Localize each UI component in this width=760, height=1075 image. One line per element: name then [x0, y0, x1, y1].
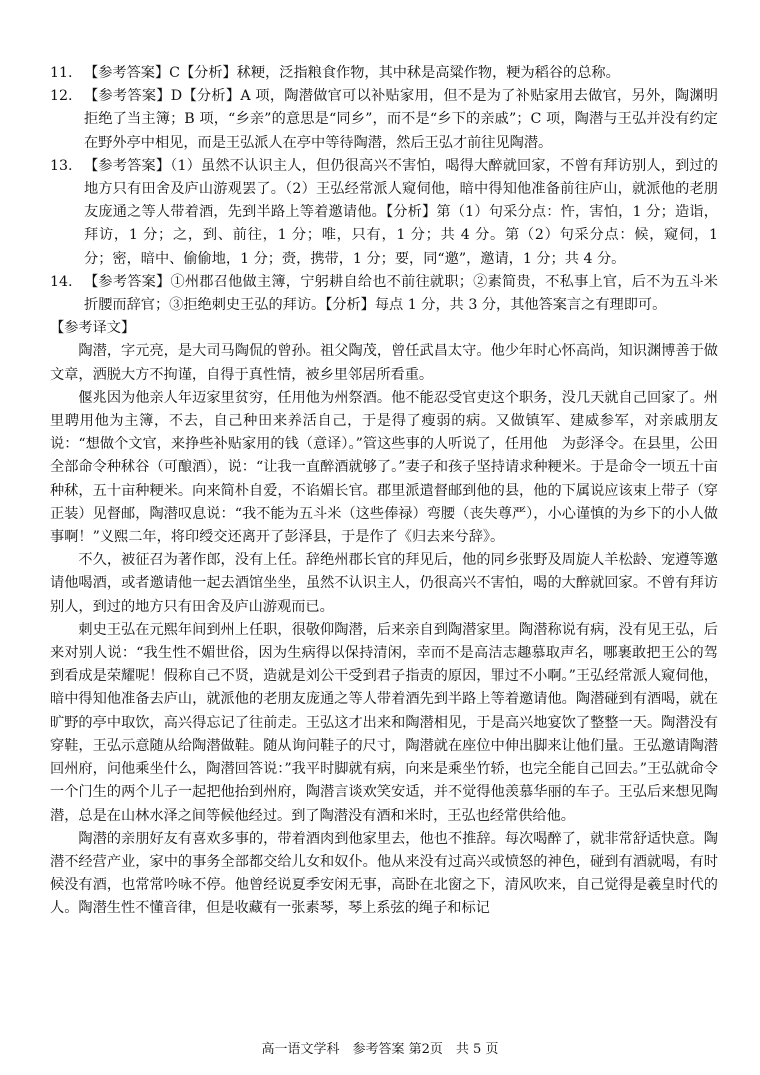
answer-item-12 [50, 85, 718, 155]
item-number: 13. [50, 157, 73, 174]
page-footer: 高一语文学科 参考答案 第2页 共 5 页 [261, 1042, 499, 1057]
section-title: 【参考译文】 [50, 320, 136, 337]
translation-paragraph: 陶潜，字元亮，是大司马陶侃的曾孙。祖父陶茂，曾任武昌太守。他少年时心怀高尚，知识渊博善于做文章，洒脱大方不拘谨，自得于真性情，被乡里邻居所看重。 [50, 343, 718, 383]
answer-item-14 [50, 271, 718, 317]
item-number: 14. [50, 273, 73, 290]
item-text: 【参考答案】C【分析】秫粳，泛指粮食作物，其中秫是高粱作物，粳为稻谷的总称。 [84, 65, 620, 81]
item-text: 【参考答案】①州郡召他做主簿，宁躬耕自给也不前往就职；②素简贵，不私事上官，后不为五斗米折腰而辞官；③拒绝刺史王弘的拜访。【分析】每点 1 分，共 3 分，其他答案言之有理即可。 [84, 273, 718, 314]
answer-item-11 [50, 62, 718, 85]
answer-content [50, 62, 718, 921]
item-text: 【参考答案】（1）虽然不认识主人，但仍很高兴不害怕，喝得大醉就回家，不曾有拜访别人，到过的地方只有田舍及庐山游观罢了。（2）王弘经常派人窥伺他，暗中得知他准备前往庐山，就派他的老朋友庞通之等人带着酒，先到半路上等着邀请他。【分析】第（1）句采分点：忤，害怕，1 分；造诣，拜访，1 分；之，到、前往，1 分；唯，只有，1 分；共 4 分。第（2）句采分点：候，窥伺，1 分；密，暗中、偷偷地，1 分；赍，携带，1 分；要，同“邀”，邀请，1 分；共 4 分。 [84, 157, 718, 267]
item-number: 12. [50, 88, 73, 105]
translation-paragraph: 偃兆因为他亲人年迈家里贫穷，任用他为州祭酒。他不能忍受官吏这个职务，没几天就自己回家了。州里聘用他为主簿，不去，自己种田来养活自己，于是得了瘦弱的病。又做镇军、建威参军，对亲戚朋友说：“想做个文官，来挣些补贴家用的钱（意译）。”管这些事的人听说了，任用他 为彭泽令。在县里，公田全部命令种秫谷（可酿酒），说：“让我一直醉酒就够了。”妻子和孩子坚持请求种粳米。于是命令一顷五十亩种秫，五十亩种粳米。向来简朴自爱，不谄媚长官。郡里派遣督邮到他的县，他的下属说应该束上带子（穿正装）见督邮，陶潜叹息说：“我不能为五斗米（这些俸禄）弯腰（丧失尊严），小心谨慎的为乡下的小人做事啊！”义熙二年，将印绶交还离开了彭泽县，于是作了《归去来兮辞》。 [50, 389, 718, 546]
translation-paragraph: 刺史王弘在元熙年间到州上任职，很敬仰陶潜，后来亲自到陶潜家里。陶潜称说有病，没有见王弘，后来对别人说：“我生性不媚世俗，因为生病得以保持清闲，幸而不是高洁志趣慕取声名，哪裹敢把王公的驾到看成是荣耀呢！假称自己不贤，造就是刘公干受到君子指责的原因，罪过不小啊。”王弘经常派人窥伺他，暗中得知他准备去庐山，就派他的老朋友庞通之等人带着酒先到半路上等着邀请他。陶潜碰到有酒喝，就在旷野的亭中取饮，高兴得忘记了往前走。王弘这才出来和陶潜相见，于是高兴地宴饮了整整一天。陶潜没有穿鞋，王弘示意随从给陶潜做鞋。随从询问鞋子的尺寸，陶潜就在座位中伸出脚来让他们量。王弘邀请陶潜回州府，问他乘坐什么，陶潜回答说：”我平时脚就有病，向来是乘坐竹轿，也完全能自己回去。”王弘就命令一个门生的两个儿子一起把他抬到州府，陶潜言谈欢笑安适，并不觉得他羡慕华丽的车子。王弘后来想见陶潜，总是在山林水泽之间等候他经过。到了陶潜没有酒和米时，王弘也经常供给他。 [50, 621, 718, 824]
item-number: 11. [50, 65, 73, 81]
translation-paragraph: 不久，被征召为著作郎，没有上任。辞绝州郡长官的拜见后，他的同乡张野及周旋人羊松龄、宠遵等邀请他喝酒，或者邀请他一起去酒馆坐坐，虽然不认识主人，仍很高兴不害怕，喝的大醉就回家。不曾有拜访别人，到过的地方只有田舍及庐山游观而已。 [50, 552, 718, 615]
translation-paragraph: 陶潜的亲朋好友有喜欢多事的，带着酒肉到他家里去，他也不推辞。每次喝醉了，就非常舒适快意。陶潜不经营产业，家中的事务全部都交给儿女和奴仆。他从来没有过高兴或愤怒的神色，碰到有酒就喝，有时候没有酒，也常常吟咏不停。他曾经说夏季安闲无事，高卧在北窗之下，清风吹来，自己觉得是羲皇时代的人。陶潜生性不懂音律，但是收藏有一张素琴，琴上系弦的绳子和标记 [50, 830, 718, 917]
answer-item-13 [50, 155, 718, 271]
item-text: 【参考答案】D【分析】A 项，陶潜做官可以补贴家用，但不是为了补贴家用去做官，另外，陶渊明拒绝了当主簿；B 项，“乡亲”的意思是“同乡”，而不是“乡下的亲戚”；C 项，陶潜与王弘并没有约定在野外亭中相见，而是王弘派人在亭中等待陶潜，然后王弘才前往见陶潜。 [84, 88, 718, 151]
